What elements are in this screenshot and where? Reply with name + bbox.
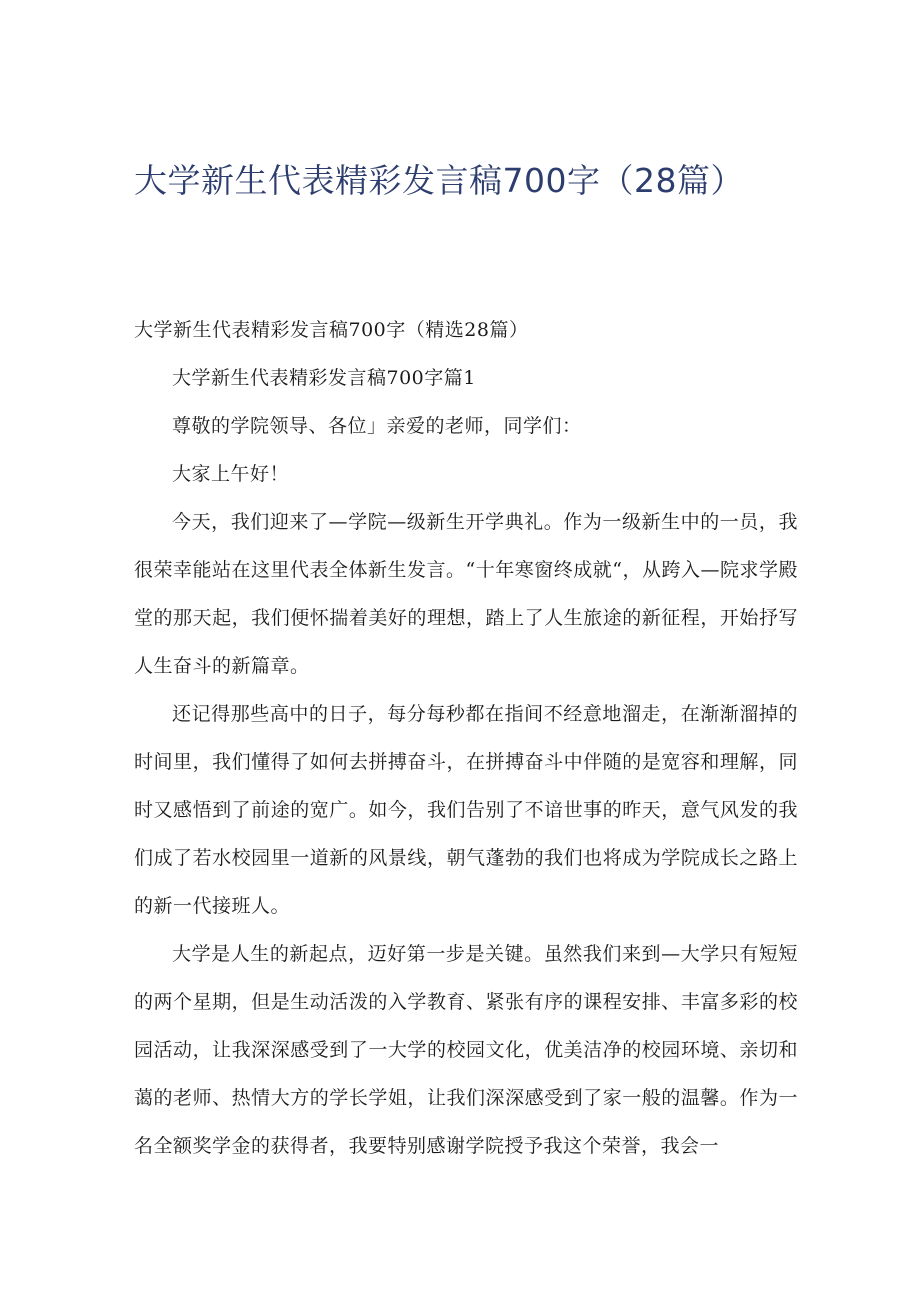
paragraph: 今天，我们迎来了—学院—级新生开学典礼。作为一级新生中的一员，我很荣幸能站在这里代表全体新生发言。“十年寒窗终成就“，从跨入—院求学殿堂的那天起，我们便怀揣着美好的理想，踏上了人生旅途的新征程，开始抒写人生奋斗的新篇章。 <box>134 511 798 677</box>
document-body <box>134 306 798 1170</box>
salutation: 尊敬的学院领导、各位」亲爱的老师，同学们： <box>172 415 582 437</box>
section-heading: 大学新生代表精彩发言稿700字篇1 <box>172 367 476 389</box>
document-title: 大学新生代表精彩发言稿700字（28篇） <box>134 161 744 200</box>
paragraph: 还记得那些高中的日子，每分每秒都在指间不经意地溜走，在渐渐溜掉的时间里，我们懂得了如何去拼搏奋斗，在拼搏奋斗中伴随的是宽容和理解，同时又感悟到了前途的宽广。如今，我们告别了不谙世事的昨天，意气风发的我们成了若水校园里一道新的风景线，朝气蓬勃的我们也将成为学院成长之路上的新一代接班人。 <box>134 703 798 917</box>
document-subtitle: 大学新生代表精彩发言稿700字（精选28篇） <box>134 319 529 341</box>
paragraph: 大学是人生的新起点，迈好第一步是关键。虽然我们来到—大学只有短短的两个星期，但是生动活泼的入学教育、紧张有序的课程安排、丰富多彩的校园活动，让我深深感受到了一大学的校园文化，优美洁净的校园环境、亲切和蔼的老师、热情大方的学长学姐，让我们深深感受到了家一般的温馨。作为一名全额奖学金的获得者，我要特别感谢学院授予我这个荣誉，我会一 <box>134 943 798 1157</box>
greeting: 大家上午好！ <box>172 463 290 485</box>
